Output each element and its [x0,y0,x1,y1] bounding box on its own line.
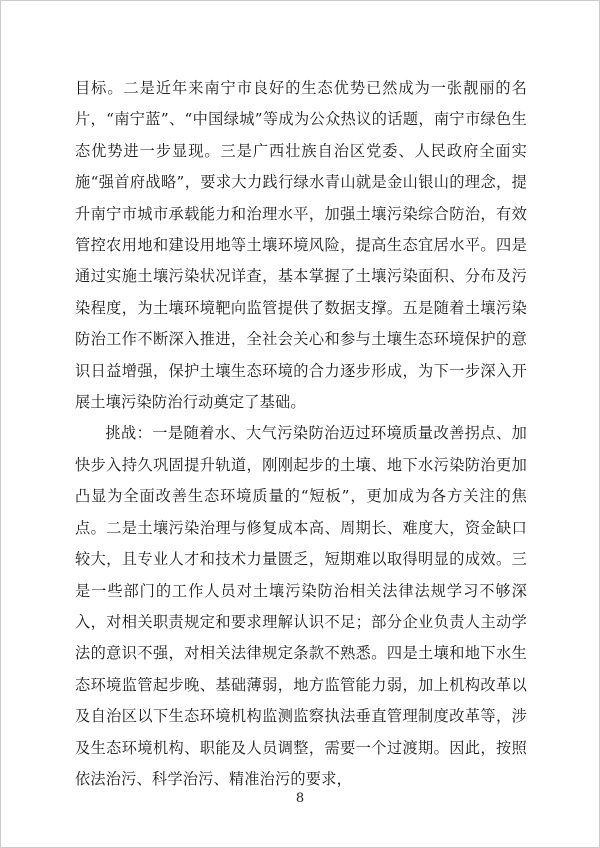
paragraph-1: 目标。二是近年来南宁市良好的生态优势已然成为一张靓丽的名片，“南宁蓝”、“中国绿城”等成为公众热议的话题，南宁市绿色生态优势进一步显现。三是广西壮族自治区党委、人民政府全面实施“强首府战略”，要求大力践行绿水青山就是金山银山的理念，提升南宁市城市承载能力和治理水平，加强土壤污染综合防治，有效管控农用地和建设用地等土壤环境风险，提高生态宜居水平。四是通过实施土壤污染状况详查，基本掌握了土壤污染面积、分布及污染程度，为土壤环境靶向监管提供了数据支撑。五是随着土壤污染防治工作不断深入推进，全社会关心和参与土壤生态环境保护的意识日益增强，保护土壤生态环境的合力逐步形成，为下一步深入开展土壤污染防治行动奠定了基础。 [75,79,527,412]
page-number: 8 [295,791,305,806]
page-body [75,73,527,795]
paragraph-2: 挑战：一是随着水、大气污染防治迈过环境质量改善拐点、加快步入持久巩固提升轨道，刚刚起步的土壤、地下水污染防治更加凸显为全面改善生态环境质量的“短板”，更加成为各方关注的焦点。二是土壤污染治理与修复成本高、周期长、难度大，资金缺口较大，且专业人才和技术力量匮乏，短期难以取得明显的成效。三是一些部门的工作人员对土壤污染防治相关法律法规学习不够深入，对相关职责规定和要求理解认识不足；部分企业负责人主动学法的意识不强，对相关法律规定条款不熟悉。四是土壤和地下水生态环境监管起步晚、基础薄弱，地方监管能力弱，加上机构改革以及自治区以下生态环境机构监测监察执法垂直管理制度改革等，涉及生态环境机构、职能及人员调整，需要一个过渡期。因此，按照依法治污、科学治污、精准治污的要求， [75,424,527,788]
